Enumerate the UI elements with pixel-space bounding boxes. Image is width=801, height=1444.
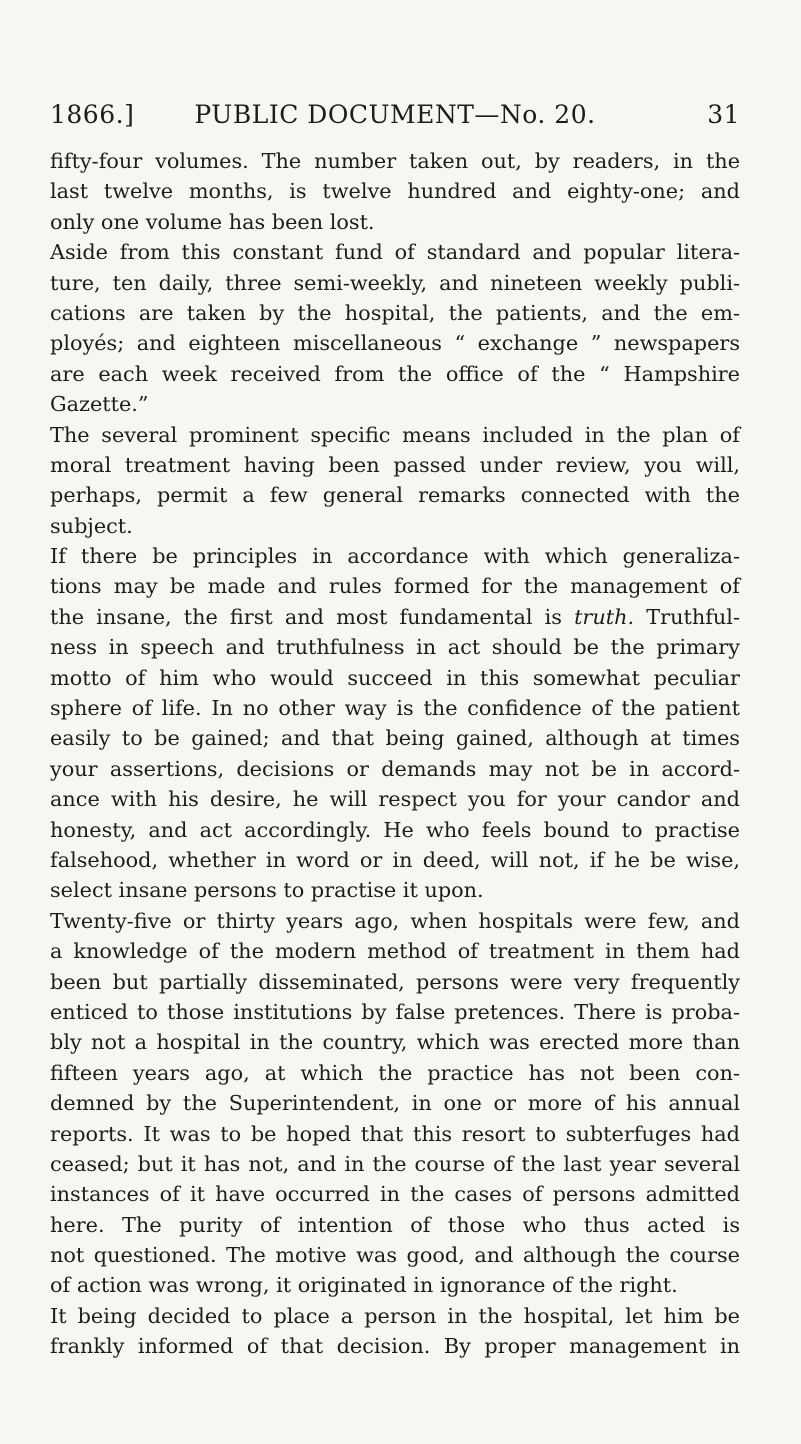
text-line: select insane persons to practise it upon. — [50, 878, 484, 903]
text-line: your assertions, decisions or demands may not be in accord- — [50, 756, 740, 781]
text-line: Aside from this constant fund of standard and popular litera- — [50, 240, 740, 265]
text-line: If there be principles in accordance with which generaliza- — [50, 544, 740, 569]
text-line: fifty-four volumes. The number taken out, by readers, in the — [50, 149, 740, 173]
text-line — [50, 602, 740, 632]
text-line: instances of it have occurred in the cases of persons admitted — [50, 1182, 740, 1207]
text-line: Gazette.” — [50, 392, 149, 417]
text-line: Twenty-five or thirty years ago, when hospitals were few, and — [50, 908, 740, 933]
text-line: only one volume has been lost. — [50, 209, 375, 234]
text-line: ture, ten daily, three semi-weekly, and nineteen weekly publi- — [50, 270, 740, 295]
text-line: It being decided to place a person in the hospital, let him be — [50, 1303, 740, 1328]
text-line: moral treatment having been passed under review, you will, — [50, 452, 740, 477]
text-line: been but partially disseminated, persons were very frequently — [50, 969, 740, 994]
text-line: The several prominent specific means included in the plan of — [50, 422, 740, 447]
text-line: not questioned. The motive was good, and although the course — [50, 1243, 740, 1268]
text-line: sphere of life. In no other way is the confidence of the patient — [50, 696, 740, 721]
text-line: tions may be made and rules formed for the management of — [50, 574, 740, 599]
emphasized-word: truth. — [574, 604, 635, 629]
text-line: last twelve months, is twelve hundred and eighty-one; and — [50, 179, 740, 204]
text-segment: the insane, the first and most fundamental is — [50, 604, 575, 629]
text-line: frankly informed of that decision. By proper management in — [50, 1334, 740, 1359]
text-line: honesty, and act accordingly. He who feels bound to practise — [50, 817, 740, 842]
text-line: here. The purity of intention of those who thus acted is — [50, 1212, 740, 1237]
text-line: falsehood, whether in word or in deed, will not, if he be wise, — [50, 847, 740, 872]
text-line: perhaps, permit a few general remarks connected with the — [50, 483, 740, 508]
running-header — [50, 100, 740, 136]
text-line: ance with his desire, he will respect you for your candor and — [50, 787, 740, 812]
text-line: ployés; and eighteen miscellaneous “ exchange ” newspapers — [50, 331, 740, 356]
text-line: a knowledge of the modern method of treatment in them had — [50, 939, 740, 964]
text-line: motto of him who would succeed in this somewhat peculiar — [50, 665, 740, 690]
text-line: easily to be gained; and that being gained, although at times — [50, 726, 740, 751]
header-title: PUBLIC DOCUMENT—No. 20. — [194, 100, 596, 129]
text-line: bly not a hospital in the country, which was erected more than — [50, 1030, 740, 1055]
text-line: of action was wrong, it originated in ignorance of the right. — [50, 1273, 678, 1298]
text-line: ness in speech and truthfulness in act should be the primary — [50, 635, 740, 660]
text-segment: Truthful- — [634, 604, 740, 629]
text-line: are each week received from the office of the “ Hampshire — [50, 361, 740, 386]
body-text — [50, 146, 740, 1362]
text-line: cations are taken by the hospital, the patients, and the em- — [50, 300, 740, 325]
text-line: fifteen years ago, at which the practice has not been con- — [50, 1060, 740, 1085]
header-year: 1866.] — [50, 100, 135, 129]
text-line: demned by the Superintendent, in one or more of his annual — [50, 1091, 740, 1116]
text-line: reports. It was to be hoped that this resort to subterfuges had — [50, 1121, 740, 1146]
text-line: enticed to those institutions by false pretences. There is proba- — [50, 999, 740, 1024]
page-number: 31 — [707, 100, 740, 129]
text-line: subject. — [50, 513, 133, 538]
text-line: ceased; but it has not, and in the course of the last year several — [50, 1151, 740, 1176]
